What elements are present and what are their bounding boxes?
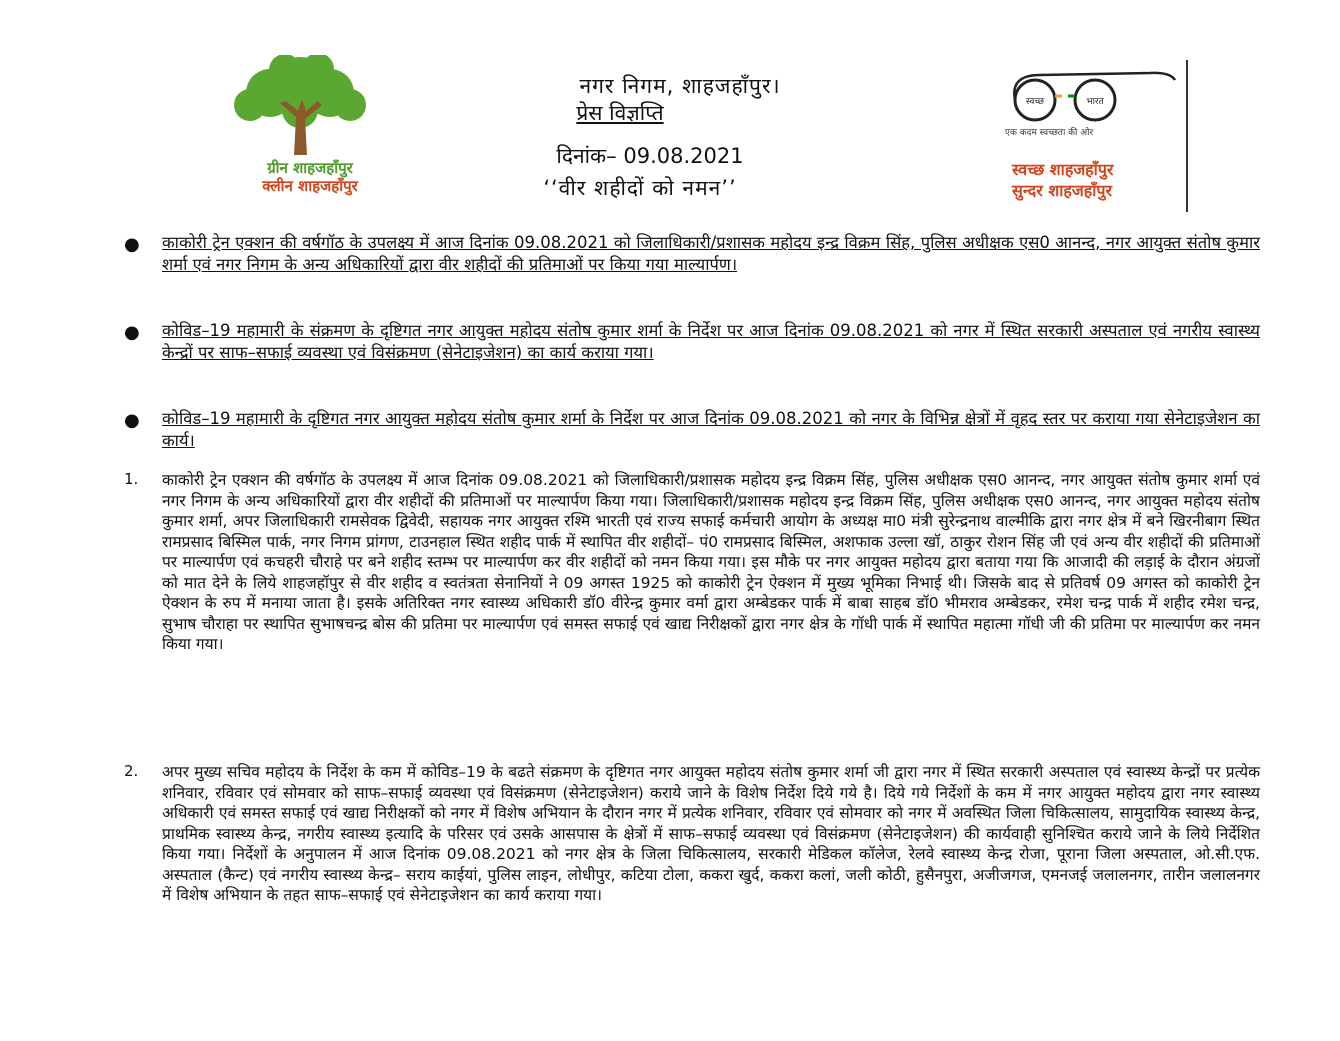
bullet-marker: ●: [124, 410, 140, 431]
bullet-marker: ●: [124, 234, 140, 255]
headline: ‘‘वीर शहीदों को नमन’’: [543, 176, 737, 200]
swachh-tagline: एक कदम स्वच्छता की ओर: [1005, 128, 1094, 138]
left-lens-text: स्वच्छ: [1025, 97, 1045, 107]
press-release-label: प्रेस विज्ञप्ति: [576, 101, 664, 125]
right-lens-text: भारत: [1086, 97, 1104, 107]
swachh-bharat-glasses-icon: [1000, 70, 1180, 125]
page-header: [0, 0, 1340, 215]
bullet-text: कोविड–19 महामारी के संक्रमण के दृष्टिगत नगर आयुक्त महोदय संतोष कुमार शर्मा के निर्देश पर आज दिनांक 09.08.2021 को नगर में स्थित सरकारी अस्पताल एवं नगरीय स्वास्थ्य केन्द्रों पर साफ–सफाई व्यवस्था एवं विसंक्रमण (सेनेटाइजेशन) का कार्य कराया गया।: [162, 321, 1260, 362]
header-divider: [1186, 60, 1188, 212]
bullet-text: काकोरी ट्रेन एक्शन की वर्षगॉठ के उपलक्ष्य में आज दिनांक 09.08.2021 को जिलाधिकारी/प्रशासक महोदय इन्द्र विक्रम सिंह, पुलिस अधीक्षक एस0 आनन्द, नगर आयुक्त संतोष कुमार शर्मा एवं नगर निगम के अन्य अधिकारियों द्वारा वीर शहीदों की प्रतिमाओं पर किया गया माल्यार्पण।: [162, 233, 1260, 274]
paragraph-text: काकोरी ट्रेन एक्शन की वर्षगॉठ के उपलक्ष्य में आज दिनांक 09.08.2021 को जिलाधिकारी/प्रशासक महोदय इन्द्र विक्रम सिंह, पुलिस अधीक्षक एस0 आनन्द, नगर आयुक्त संतोष कुमार शर्मा एवं नगर निगम के अन्य अधिकारियों द्वारा वीर शहीदों की प्रतिमाओं पर माल्यार्पण किया गया। जिलाधिकारी/प्रशासक महोदय इन्द्र विक्रम सिंह, पुलिस अधीक्षक एस0 आनन्द, नगर आयुक्त महोदय संतोष कुमार शर्मा, अपर जिलाधिकारी रामसेवक द्विवेदी, सहायक नगर आयुक्त रश्मि भारती एवं राज्य सफाई कर्मचारी आयोग के अध्यक्ष मा0 मंत्री सुरेन्द्रनाथ वाल्मीकि द्वारा नगर क्षेत्र में बने खिरनीबाग स्थित रामप्रसाद बिस्मिल पार्क, नगर निगम प्रांगण, टाउनहाल स्थित शहीद पार्क में स्थापित वीर शहीदों– पं0 रामप्रसाद बिस्मिल, अशफाक उल्ला खॉ, ठाकुर रोशन सिंह जी एवं अन्य वीर शहीदों की प्रतिमाओं पर माल्यार्पण एवं कचहरी चौराहे पर बने शहीद स्तम्भ पर माल्यार्पण कर वीर शहीदों को नमन किया गया। इस मौके पर नगर आयुक्त महोदय द्वारा बताया गया कि आजादी की लड़ाई के दौरान अंग्रजों को मात देने के लिये शाहजहॉपुर से वीर शहीद व स्वतंत्रता सेनानियों ने 09 अगस्त 1925 को काकोरी ट्रेन ऐक्शन में मुख्य भूमिका निभाई थी। जिसके बाद से प्रतिवर्ष 09 अगस्त को काकोरी ट्रेन ऐक्शन के रुप में मनाया जाता है। इसके अतिरिक्त नगर स्वास्थ्य अधिकारी डॉ0 वीरेन्द्र कुमार वर्मा द्वारा अम्बेडकर पार्क में बाबा साहब डॉ0 भीमराव अम्बेडकर, रमेश चन्द्र पार्क में शहीद रमेश चन्द्र, सुभाष चौराहा पर स्थापित सुभाषचन्द्र बोस की प्रतिमा पर माल्यार्पण एवं समस्त सफाई एवं खाद्य निरीक्षकों द्वारा नगर क्षेत्र के गॉधी पार्क में स्थापित महात्मा गॉधी जी की प्रतिमा पर माल्यार्पण कर नमन किया गया।: [162, 471, 1260, 653]
bullet-marker: ●: [124, 322, 140, 343]
paragraph-text: अपर मुख्य सचिव महोदय के निर्देश के कम में कोविड–19 के बढते संक्रमण के दृष्टिगत नगर आयुक्त महोदय संतोष कुमार शर्मा जी द्वारा नगर में स्थित सरकारी अस्पताल एवं स्वास्थ्य केन्द्रों पर प्रत्येक शनिवार, रविवार एवं सोमवार को साफ–सफाई व्यवस्था एवं विसंक्रमण (सेनेटाइजेशन) कराये जाने के विशेष निर्देश दिये गये है। दिये गये निर्देशों के कम में नगर आयुक्त महोदय द्वारा नगर स्वास्थ्य अधिकारी एवं समस्त सफाई एवं खाद्य निरीक्षकों को नगर में विशेष अभियान के दौरान नगर में प्रत्येक शनिवार, रविवार एवं सोमवार को नगर में अवस्थित जिला चिकित्सालय, सामुदायिक स्वास्थ्य केन्द्र, प्राथमिक स्वास्थ्य केन्द्र, नगरीय स्वास्थ्य इत्यादि के परिसर एवं उसके आसपास के क्षेत्रों में साफ–सफाई व्यवस्था एवं विसंक्रमण (सेनेटाइजेशन) की कार्यवाही सुनिश्चित कराये जाने के लिये निर्देशित किया गया। निर्देशों के अनुपालन में आज दिनांक 09.08.2021 को नगर क्षेत्र के जिला चिकित्सालय, सरकारी मेडिकल कॉलेज, रेलवे स्वास्थ्य केन्द्र रोजा, पूराना जिला अस्पताल, ओ.सी.एफ. अस्पताल (कैन्ट) एवं नगरीय स्वास्थ्य केन्द्र– सराय काईयां, पुलिस लाइन, लोधीपुर, कटिया टोला, ककरा खुर्द, ककरा कलां, जली कोठी, हुसैनपुरा, अजीजगज, एमनजई जलालनगर, तारीन जलालनगर में विशेष अभियान के तहत साफ–सफाई एवं सेनेटाइजेशन का कार्य कराया गया।: [162, 763, 1260, 904]
sundar-slogan: सुन्दर शाहजहाँपुर: [1012, 181, 1113, 200]
org-title: नगर निगम, शाहजहाँपुर।: [579, 74, 781, 98]
paragraph-number: 2.: [124, 762, 139, 780]
bullet-text: कोविड–19 महामारी के दृष्टिगत नगर आयुक्त महोदय संतोष कुमार शर्मा के निर्देश पर आज दिनांक 09.08.2021 को नगर के विभिन्न क्षेत्रों में वृहद स्तर पर कराया गया सेनेटाइजेशन का कार्य।: [162, 409, 1260, 450]
paragraph-number: 1.: [124, 470, 139, 488]
tree-icon: [210, 55, 390, 155]
release-date: दिनांक– 09.08.2021: [556, 144, 744, 168]
green-slogan: ग्रीन शाहजहाँपुर: [267, 159, 353, 177]
swachh-slogan: स्वच्छ शाहजहाँपुर: [1012, 160, 1114, 179]
clean-slogan: क्लीन शाहजहाँपुर: [262, 177, 358, 195]
